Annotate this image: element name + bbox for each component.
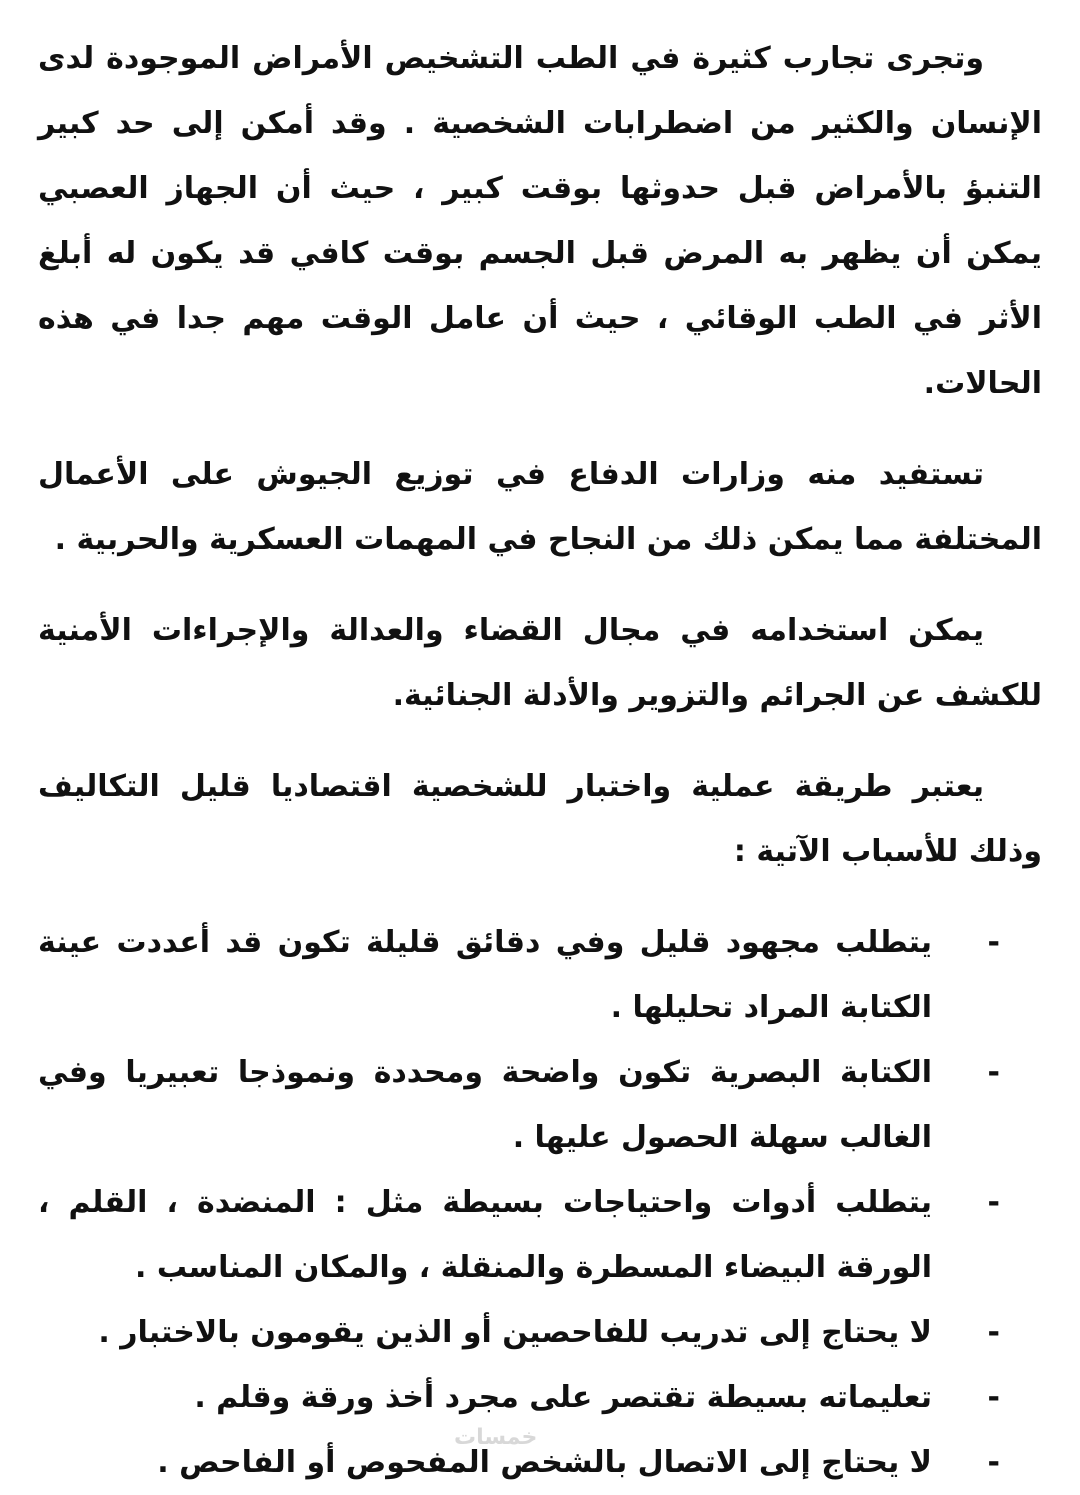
bullet-dash: - [987, 1185, 1000, 1220]
watermark: خمسات [454, 1425, 538, 1450]
list-item-text: لا يحتاج إلى تدريب للفاحصين أو الذين يقومون بالاختبار . [98, 1315, 932, 1350]
list-item-text: يتطلب أدوات واحتياجات بسيطة مثل : المنضدة ، القلم ، الورقة البيضاء المسطرة والمنقلة ، والمكان المناسب . [38, 1185, 932, 1285]
list-item [38, 1040, 1042, 1170]
bullet-dash: - [987, 1055, 1000, 1090]
bullet-dash: - [987, 1315, 1000, 1350]
paragraph-justice: يمكن استخدامه في مجال القضاء والعدالة والإجراءات الأمنية للكشف عن الجرائم والتزوير والأدلة الجنائية. [38, 613, 1042, 713]
list-item [38, 910, 1042, 1040]
list-item-text: تعليماته بسيطة تقتصر على مجرد أخذ ورقة وقلم . [194, 1380, 932, 1415]
list-item-text: الكتابة البصرية تكون واضحة ومحددة ونموذجا تعبيريا وفي الغالب سهلة الحصول عليها . [38, 1055, 932, 1155]
list-item-text: يتطلب مجهود قليل وفي دقائق قليلة تكون قد أعددت عينة الكتابة المراد تحليلها . [38, 925, 932, 1025]
list-item [38, 1365, 1042, 1430]
bullet-dash: - [987, 1445, 1000, 1480]
paragraph-defense: تستفيد منه وزارات الدفاع في توزيع الجيوش على الأعمال المختلفة مما يمكن ذلك من النجاح في المهمات العسكرية والحربية . [38, 457, 1042, 557]
paragraph-economy: يعتبر طريقة عملية واختبار للشخصية اقتصاديا قليل التكاليف وذلك للأسباب الآتية : [38, 769, 1042, 869]
list-item [38, 1300, 1042, 1365]
list-item-text: لا يحتاج إلى الاتصال بالشخص المفحوص أو الفاحص . [157, 1445, 932, 1480]
list-item [38, 1430, 1042, 1495]
paragraph-medicine: وتجرى تجارب كثيرة في الطب التشخيص الأمراض الموجودة لدى الإنسان والكثير من اضطرابات الشخصية . وقد أمكن إلى حد كبير التنبؤ بالأمراض قبل حدوثها بوقت كبير ، حيث أن الجهاز العصبي يمكن أن يظهر به المرض قبل الجسم بوقت كافي قد يكون له أبلغ الأثر في الطب الوقائي ، حيث أن عامل الوقت مهم جدا في هذه الحالات. [38, 41, 1042, 401]
document-page [38, 26, 1042, 1495]
bullet-dash: - [987, 1380, 1000, 1415]
list-item [38, 1170, 1042, 1300]
bullet-dash: - [987, 925, 1000, 960]
reasons-list [38, 910, 1042, 1495]
